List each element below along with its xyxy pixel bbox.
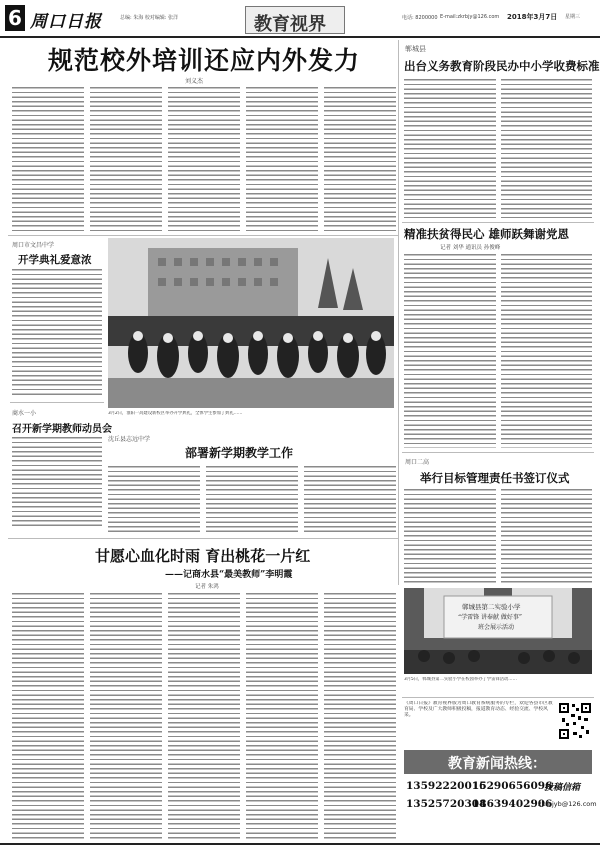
teacher-byline: 记者 朱鸿 <box>195 584 219 590</box>
divider <box>8 538 398 539</box>
masthead <box>0 0 600 38</box>
hotline-phones <box>404 778 597 838</box>
opening-ceremony-photo <box>108 238 394 408</box>
zhoukou-school-region: 周口市文昌中学 <box>12 242 55 249</box>
shangshui-title: 召开新学期教师动员会 <box>12 424 112 435</box>
ceremony-scene <box>108 238 394 408</box>
poverty-body <box>404 253 592 448</box>
header-rule <box>0 36 600 38</box>
weekday: 星期三 <box>565 14 581 20</box>
shenqiu-title: 部署新学期教学工作 <box>185 446 294 460</box>
teacher-body <box>12 592 396 840</box>
classroom-scene <box>404 588 592 674</box>
lead-title: 规范校外培训还应内外发力 <box>48 46 361 75</box>
shangshui-region: 商水一小 <box>12 410 37 417</box>
erzhong-region: 周口二高 <box>405 459 430 466</box>
photo-caption: 3月5日，郸城县第二实验小学在校园举办了学雷锋活动…… <box>404 677 517 682</box>
shangshui-body <box>12 436 102 526</box>
erzhong-title: 举行目标管理责任书签订仪式 <box>420 471 570 485</box>
zhoukou-school-title: 开学典礼爱意浓 <box>18 254 92 266</box>
page-number-box: 6 <box>5 5 25 31</box>
shenqiu-body <box>108 465 396 533</box>
paper-name: 周口日报 <box>30 12 102 32</box>
shenqiu-region: 沈丘县志远中学 <box>108 436 151 443</box>
vertical-divider <box>398 40 399 585</box>
fugou-body <box>404 78 592 218</box>
slide-title-line3: 班会展示活动 <box>478 624 515 631</box>
poverty-byline: 记者 刘华 通讯员 孙俊峰 <box>440 245 501 251</box>
notice-text: 《周口日报》教育视界版为周口教育系统服务的专栏，欢迎各县市区教育局、学校及广大教师积极投稿，报道教育动态、经验交流、学校风采。 <box>404 701 553 718</box>
teacher-title: 甘愿心血化时雨 育出桃花一片红 <box>95 547 311 565</box>
section-title: 教育视界 <box>254 14 326 35</box>
slide-title-line2: “学雷锋 讲奉献 做好事” <box>458 614 522 621</box>
photo-caption: 3月2日，淮阳一高建设新校区举办开学典礼，全体学生参加了典礼…… <box>108 411 243 416</box>
zhoukou-school-body <box>12 268 102 398</box>
phone-number: 15290656096 <box>472 780 553 792</box>
email: E-mail:zkrbjy@126.com <box>440 14 500 20</box>
qr-code-icon <box>558 702 592 740</box>
date: 2018年3月7日 <box>507 13 558 21</box>
hotline-label: 教育新闻热线： <box>448 756 546 772</box>
phone-number: 13525720304 <box>406 798 487 810</box>
fugou-region: 郸城县 <box>405 45 426 53</box>
phone-number: 18639402906 <box>472 798 553 810</box>
phone-number: 13592220016 <box>406 780 487 792</box>
divider <box>402 452 594 453</box>
erzhong-body <box>404 488 592 584</box>
lead-author: 刘义杰 <box>185 78 204 85</box>
contact-info: 电话: 8200000 <box>402 15 438 21</box>
teacher-subtitle: ——记商水县“最美教师”李明霞 <box>165 570 293 580</box>
divider <box>10 402 104 403</box>
lead-body <box>12 86 396 231</box>
poverty-title: 精准扶贫得民心 雄师跃舞谢党恩 <box>404 227 570 241</box>
classroom-photo <box>404 588 592 674</box>
submit-label: 投稿信箱 <box>544 783 581 793</box>
fugou-title: 出台义务教育阶段民办中小学收费标准 <box>404 59 600 73</box>
divider <box>402 697 594 698</box>
slide-title-line1: 郸城县第二实验小学 <box>462 603 521 611</box>
divider <box>8 235 398 236</box>
divider <box>402 222 594 223</box>
edition-info: 总编: 朱海 校对编辑: 张洋 <box>120 15 179 21</box>
submit-email: zkrbjyb@126.com <box>538 800 597 808</box>
footer-rule <box>0 843 600 845</box>
